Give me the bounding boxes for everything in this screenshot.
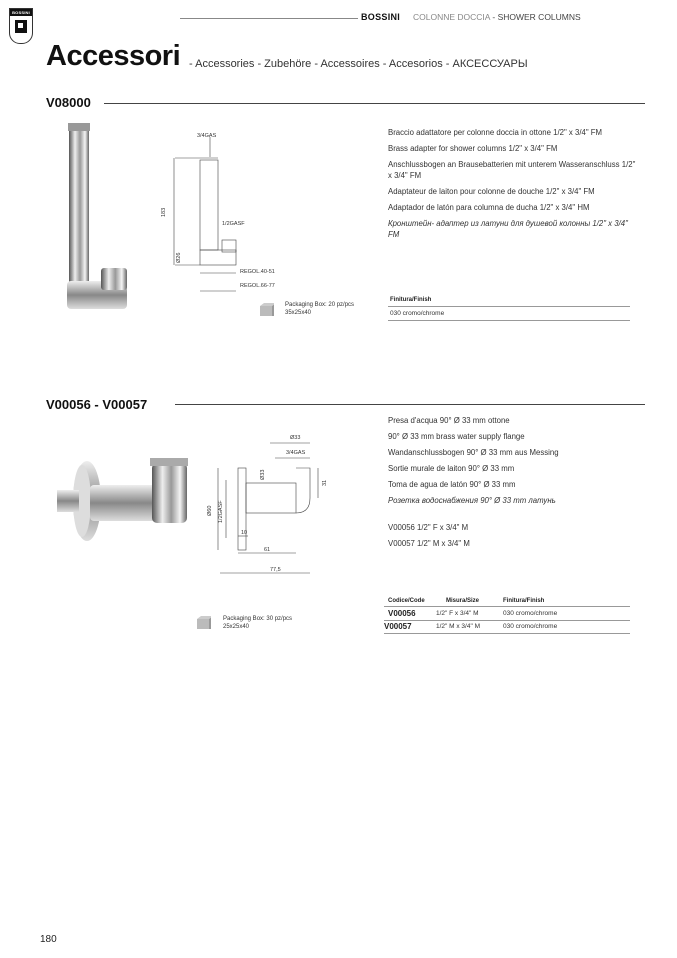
- dim-label: 31: [322, 479, 328, 486]
- packaging-size-v08000: 35x25x40: [285, 310, 312, 316]
- dim-label: REGOL.66-77: [240, 283, 275, 289]
- table-row-finish: 030 cromo/chrome: [503, 623, 558, 630]
- technical-drawing-v08000: [150, 125, 285, 300]
- variant-text: V00056 1/2" F x 3/4" M: [388, 523, 469, 532]
- table-rule: [384, 606, 630, 607]
- table-row-code: V00057: [384, 622, 412, 631]
- logo-text: BOSSINI: [10, 9, 32, 16]
- description-es: Toma de agua de latón 90° Ø 33 mm: [388, 480, 516, 489]
- dim-label: 3/4GAS: [197, 133, 217, 139]
- packaging-box-icon: [258, 302, 274, 316]
- dim-label: 61: [264, 547, 271, 553]
- finish-header: Finitura/Finish: [390, 297, 432, 303]
- bossini-logo: [9, 8, 33, 44]
- dim-label: Ø26: [176, 252, 182, 263]
- dim-label: 183: [161, 207, 167, 217]
- dim-label: 10: [241, 530, 248, 536]
- description-de: Anschlussbogen an Brausebatterien mit unterem Wasseranschluss 1/2" x 3/4" FM: [388, 160, 636, 180]
- finish-rule: [388, 306, 630, 307]
- packaging-v08000: Packaging Box: 20 pz/pcs: [285, 302, 355, 308]
- description-de: Wandanschlussbogen 90° Ø 33 mm aus Messing: [388, 448, 559, 457]
- header-category-en: - SHOWER COLUMNS: [492, 12, 581, 22]
- table-row-size: 1/2" M x 3/4" M: [436, 623, 480, 630]
- packaging-v00056: Packaging Box: 30 pz/pcs: [223, 616, 293, 622]
- header-category-it: COLONNE DOCCIA: [413, 12, 490, 22]
- section-rule: [175, 404, 645, 405]
- dim-label: Ø33: [260, 469, 266, 480]
- packaging-size-v00056: 25x25x40: [223, 624, 250, 630]
- table-header-code: Codice/Code: [388, 598, 425, 604]
- table-rule: [384, 633, 630, 634]
- table-header-size: Misura/Size: [446, 598, 480, 604]
- dim-label: 77,5: [270, 567, 281, 573]
- dim-label: Ø33: [290, 435, 301, 441]
- logo-mark: [15, 20, 27, 33]
- dim-label: 3/4GAS: [286, 450, 306, 456]
- dim-label: REGOL.40-51: [240, 269, 275, 275]
- table-row-code: V00056: [388, 609, 416, 618]
- dim-label: Ø60: [207, 505, 213, 516]
- page-subtitle: - Accessories - Zubehöre - Accessoires - Accesorios - АКСЕССУАРЫ: [189, 58, 528, 70]
- table-rule: [384, 620, 630, 621]
- table-header-finish: Finitura/Finish: [503, 598, 545, 604]
- finish-value: 030 cromo/chrome: [390, 310, 445, 317]
- header-rule: [180, 18, 358, 19]
- description-v00056: [388, 415, 638, 554]
- description-it: Braccio adattatore per colonne doccia in ottone 1/2" x 3/4" FM: [388, 128, 603, 137]
- section-rule: [104, 103, 645, 104]
- header-category: [413, 12, 581, 22]
- description-fr: Adaptateur de laiton pour colonne de douche 1/2" x 3/4" FM: [388, 187, 595, 196]
- product-code-v00056-v00057: V00056 - V00057: [46, 397, 148, 412]
- table-row-finish: 030 cromo/chrome: [503, 610, 558, 617]
- technical-drawing-v00056: [200, 428, 350, 578]
- finish-rule: [388, 320, 630, 321]
- dim-label: 1/2GASF: [222, 221, 245, 227]
- dim-label: 1/2GASF: [218, 500, 224, 523]
- product-photo-v08000: [58, 118, 138, 318]
- description-fr: Sortie murale de laiton 90° Ø 33 mm: [388, 464, 515, 473]
- packaging-box-icon: [195, 615, 211, 629]
- page-title: Accessori: [46, 40, 181, 72]
- product-code-v08000: V08000: [46, 95, 91, 110]
- description-v08000: [388, 127, 638, 245]
- product-photo-v00056: [52, 455, 192, 550]
- variant-text: V00057 1/2" M x 3/4" M: [388, 539, 470, 548]
- page-number: 180: [40, 934, 57, 945]
- description-en: Brass adapter for shower columns 1/2" x 3/4" FM: [388, 144, 558, 153]
- header-brand: BOSSINI: [361, 12, 401, 22]
- table-row-size: 1/2" F x 3/4" M: [436, 610, 479, 617]
- description-ru: Розетка водоснабжения 90° Ø 33 mm латунь: [388, 496, 556, 505]
- description-it: Presa d'acqua 90° Ø 33 mm ottone: [388, 416, 510, 425]
- description-en: 90° Ø 33 mm brass water supply flange: [388, 432, 525, 441]
- description-es: Adaptador de latón para columna de ducha 1/2" x 3/4" HM: [388, 203, 590, 212]
- description-ru: Кронштейн- адаптер из латуни для душевой колонны 1/2" x 3/4" FM: [388, 219, 628, 239]
